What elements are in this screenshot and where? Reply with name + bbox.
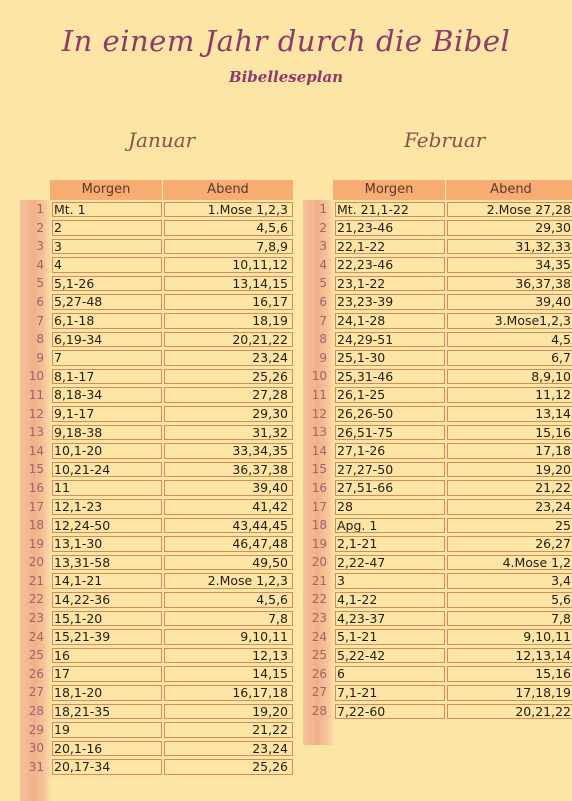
day-number: 26 (28, 666, 44, 681)
morning-reading: 26,26-50 (335, 406, 445, 422)
morning-reading: 3 (52, 239, 162, 255)
morning-reading: 20,17-34 (52, 759, 162, 775)
morning-reading: 8,1-17 (52, 369, 162, 385)
page-title: In einem Jahr durch die Bibel (61, 24, 511, 58)
evening-reading: 3,4 (447, 573, 572, 589)
day-number: 14 (311, 443, 327, 458)
day-number: 22 (311, 592, 327, 607)
morning-reading: 6,19-34 (52, 332, 162, 348)
morning-reading: 10,21-24 (52, 462, 162, 478)
morning-reading: 4 (52, 257, 162, 273)
day-number: 27 (311, 685, 327, 700)
evening-reading: 4,5,6 (164, 592, 293, 608)
morning-reading: 26,51-75 (335, 425, 445, 441)
morning-reading: 2 (52, 220, 162, 236)
morning-reading: 6 (335, 666, 445, 682)
morning-reading: 7,1-21 (335, 685, 445, 701)
day-number: 6 (36, 294, 44, 309)
morning-reading: 9,18-38 (52, 425, 162, 441)
evening-reading: 23,24 (164, 741, 293, 757)
evening-reading: 31,32,33 (447, 239, 572, 255)
evening-reading: 7,8 (164, 611, 293, 627)
day-number: 29 (28, 722, 44, 737)
day-number: 4 (36, 257, 44, 272)
day-number: 15 (28, 462, 44, 477)
day-number: 8 (319, 332, 327, 347)
day-number: 13 (28, 425, 44, 440)
day-number: 23 (28, 611, 44, 626)
morning-reading: 8,18-34 (52, 387, 162, 403)
evening-reading: 20,21,22 (447, 704, 572, 720)
day-number: 17 (28, 499, 44, 514)
evening-reading: 7,8 (447, 611, 572, 627)
evening-reading: 19,20 (447, 462, 572, 478)
evening-reading: 10,11,12 (164, 257, 293, 273)
day-number: 20 (311, 555, 327, 570)
evening-reading: 29,30 (164, 406, 293, 422)
day-number: 2 (36, 220, 44, 235)
day-number: 21 (311, 573, 327, 588)
morning-reading: Apg. 1 (335, 518, 445, 534)
day-number: 18 (28, 518, 44, 533)
evening-reading: 2.Mose 27,28 (447, 202, 572, 218)
day-number: 25 (28, 648, 44, 663)
evening-reading: 5,6 (447, 592, 572, 608)
evening-reading: 23,24 (447, 499, 572, 515)
table-header (333, 180, 572, 200)
evening-reading: 13,14,15 (164, 276, 293, 292)
month-heading-january: Januar (128, 128, 196, 152)
month-heading-february: Februar (404, 128, 486, 152)
morning-reading: 20,1-16 (52, 741, 162, 757)
day-number: 4 (319, 257, 327, 272)
morning-reading: 12,1-23 (52, 499, 162, 515)
evening-reading: 4,5 (447, 332, 572, 348)
morning-reading: 7,22-60 (335, 704, 445, 720)
day-number: 24 (28, 629, 44, 644)
morning-reading: 18,21-35 (52, 704, 162, 720)
morning-reading: 3 (335, 573, 445, 589)
morning-reading: 24,1-28 (335, 313, 445, 329)
evening-reading: 7,8,9 (164, 239, 293, 255)
morning-reading: 10,1-20 (52, 443, 162, 459)
day-number: 12 (311, 406, 327, 421)
evening-reading: 4.Mose 1,2 (447, 555, 572, 571)
day-number: 19 (311, 536, 327, 551)
morning-reading: 18,1-20 (52, 685, 162, 701)
day-number: 27 (28, 685, 44, 700)
day-number: 3 (36, 239, 44, 254)
evening-reading: 12,13 (164, 648, 293, 664)
day-number: 10 (311, 369, 327, 384)
evening-reading: 46,47,48 (164, 536, 293, 552)
day-number: 28 (311, 704, 327, 719)
day-number: 1 (319, 202, 327, 216)
morning-reading: 12,24-50 (52, 518, 162, 534)
evening-reading: 49,50 (164, 555, 293, 571)
evening-reading: 15,16 (447, 425, 572, 441)
page-subtitle: Bibelleseplan (228, 68, 344, 86)
evening-reading: 3.Mose1,2,3 (447, 313, 572, 329)
morning-reading: 5,27-48 (52, 294, 162, 310)
morning-reading: 5,1-26 (52, 276, 162, 292)
day-number: 3 (319, 239, 327, 254)
day-number: 14 (28, 443, 44, 458)
day-number: 6 (319, 294, 327, 309)
day-number: 23 (311, 611, 327, 626)
morning-reading: 21,23-46 (335, 220, 445, 236)
morning-reading: Mt. 1 (52, 202, 162, 218)
evening-reading: 21,22 (164, 722, 293, 738)
evening-reading: 39,40 (447, 294, 572, 310)
morning-reading: 22,1-22 (335, 239, 445, 255)
morning-reading: 23,23-39 (335, 294, 445, 310)
morning-reading: 28 (335, 499, 445, 515)
evening-reading: 15,16 (447, 666, 572, 682)
morning-reading: 9,1-17 (52, 406, 162, 422)
evening-reading: 33,34,35 (164, 443, 293, 459)
morning-reading: 19 (52, 722, 162, 738)
day-number: 24 (311, 629, 327, 644)
morning-reading: 14,1-21 (52, 573, 162, 589)
morning-reading: 27,51-66 (335, 480, 445, 496)
evening-reading: 11,12 (447, 387, 572, 403)
evening-reading: 1.Mose 1,2,3 (164, 202, 293, 218)
day-number: 15 (311, 462, 327, 477)
day-number: 18 (311, 518, 327, 533)
morning-reading: 5,1-21 (335, 629, 445, 645)
morning-reading: 4,23-37 (335, 611, 445, 627)
table-header (50, 180, 293, 200)
morning-reading: 26,1-25 (335, 387, 445, 403)
day-number: 7 (36, 313, 44, 328)
evening-reading: 20,21,22 (164, 332, 293, 348)
morning-reading: Mt. 21,1-22 (335, 202, 445, 218)
morning-reading: 11 (52, 480, 162, 496)
morning-reading: 5,22-42 (335, 648, 445, 664)
day-number: 25 (311, 648, 327, 663)
evening-reading: 25,26 (164, 369, 293, 385)
morning-reading: 13,1-30 (52, 536, 162, 552)
day-number: 11 (28, 387, 44, 402)
evening-reading: 6,7 (447, 350, 572, 366)
day-number: 9 (36, 350, 44, 365)
evening-reading: 8,9,10 (447, 369, 572, 385)
morning-reading: 14,22-36 (52, 592, 162, 608)
day-number: 12 (28, 406, 44, 421)
evening-reading: 36,37,38 (164, 462, 293, 478)
evening-reading: 26,27 (447, 536, 572, 552)
evening-reading: 9,10,11 (447, 629, 572, 645)
header-evening: Abend (207, 182, 249, 197)
morning-reading: 27,27-50 (335, 462, 445, 478)
header-morning: Morgen (50, 180, 163, 200)
evening-reading: 19,20 (164, 704, 293, 720)
header-morning: Morgen (333, 180, 446, 200)
day-number: 21 (28, 573, 44, 588)
morning-reading: 16 (52, 648, 162, 664)
evening-reading: 17,18,19 (447, 685, 572, 701)
day-number: 7 (319, 313, 327, 328)
morning-reading: 17 (52, 666, 162, 682)
morning-reading: 24,29-51 (335, 332, 445, 348)
evening-reading: 41,42 (164, 499, 293, 515)
morning-reading: 27,1-26 (335, 443, 445, 459)
header-evening: Abend (490, 182, 532, 197)
day-number: 19 (28, 536, 44, 551)
day-number: 20 (28, 555, 44, 570)
evening-reading: 12,13,14 (447, 648, 572, 664)
morning-reading: 15,21-39 (52, 629, 162, 645)
day-number: 8 (36, 332, 44, 347)
evening-reading: 25 (447, 518, 572, 534)
morning-reading: 22,23-46 (335, 257, 445, 273)
evening-reading: 21,22 (447, 480, 572, 496)
evening-reading: 27,28 (164, 387, 293, 403)
evening-reading: 25,26 (164, 759, 293, 775)
morning-reading: 23,1-22 (335, 276, 445, 292)
day-number: 26 (311, 666, 327, 681)
day-number: 2 (319, 220, 327, 235)
day-number: 16 (28, 480, 44, 495)
evening-reading: 4,5,6 (164, 220, 293, 236)
evening-reading: 18,19 (164, 313, 293, 329)
evening-reading: 16,17 (164, 294, 293, 310)
evening-reading: 16,17,18 (164, 685, 293, 701)
day-number: 5 (36, 276, 44, 291)
evening-reading: 14,15 (164, 666, 293, 682)
morning-reading: 7 (52, 350, 162, 366)
evening-reading: 9,10,11 (164, 629, 293, 645)
evening-reading: 13,14 (447, 406, 572, 422)
evening-reading: 39,40 (164, 480, 293, 496)
evening-reading: 17,18 (447, 443, 572, 459)
day-number: 11 (311, 387, 327, 402)
day-number: 22 (28, 592, 44, 607)
evening-reading: 2.Mose 1,2,3 (164, 573, 293, 589)
day-number: 30 (28, 741, 44, 756)
morning-reading: 13,31-58 (52, 555, 162, 571)
evening-reading: 43,44,45 (164, 518, 293, 534)
morning-reading: 2,1-21 (335, 536, 445, 552)
morning-reading: 6,1-18 (52, 313, 162, 329)
day-number: 10 (28, 369, 44, 384)
morning-reading: 2,22-47 (335, 555, 445, 571)
morning-reading: 15,1-20 (52, 611, 162, 627)
day-number: 5 (319, 276, 327, 291)
evening-reading: 23,24 (164, 350, 293, 366)
morning-reading: 25,31-46 (335, 369, 445, 385)
day-number: 17 (311, 499, 327, 514)
morning-reading: 25,1-30 (335, 350, 445, 366)
day-number: 13 (311, 425, 327, 440)
evening-reading: 36,37,38 (447, 276, 572, 292)
evening-reading: 34,35 (447, 257, 572, 273)
evening-reading: 31,32 (164, 425, 293, 441)
morning-reading: 4,1-22 (335, 592, 445, 608)
day-number: 16 (311, 480, 327, 495)
day-number: 1 (36, 202, 44, 216)
evening-reading: 29,30 (447, 220, 572, 236)
day-number: 31 (28, 759, 44, 774)
day-number: 9 (319, 350, 327, 365)
day-number: 28 (28, 704, 44, 719)
